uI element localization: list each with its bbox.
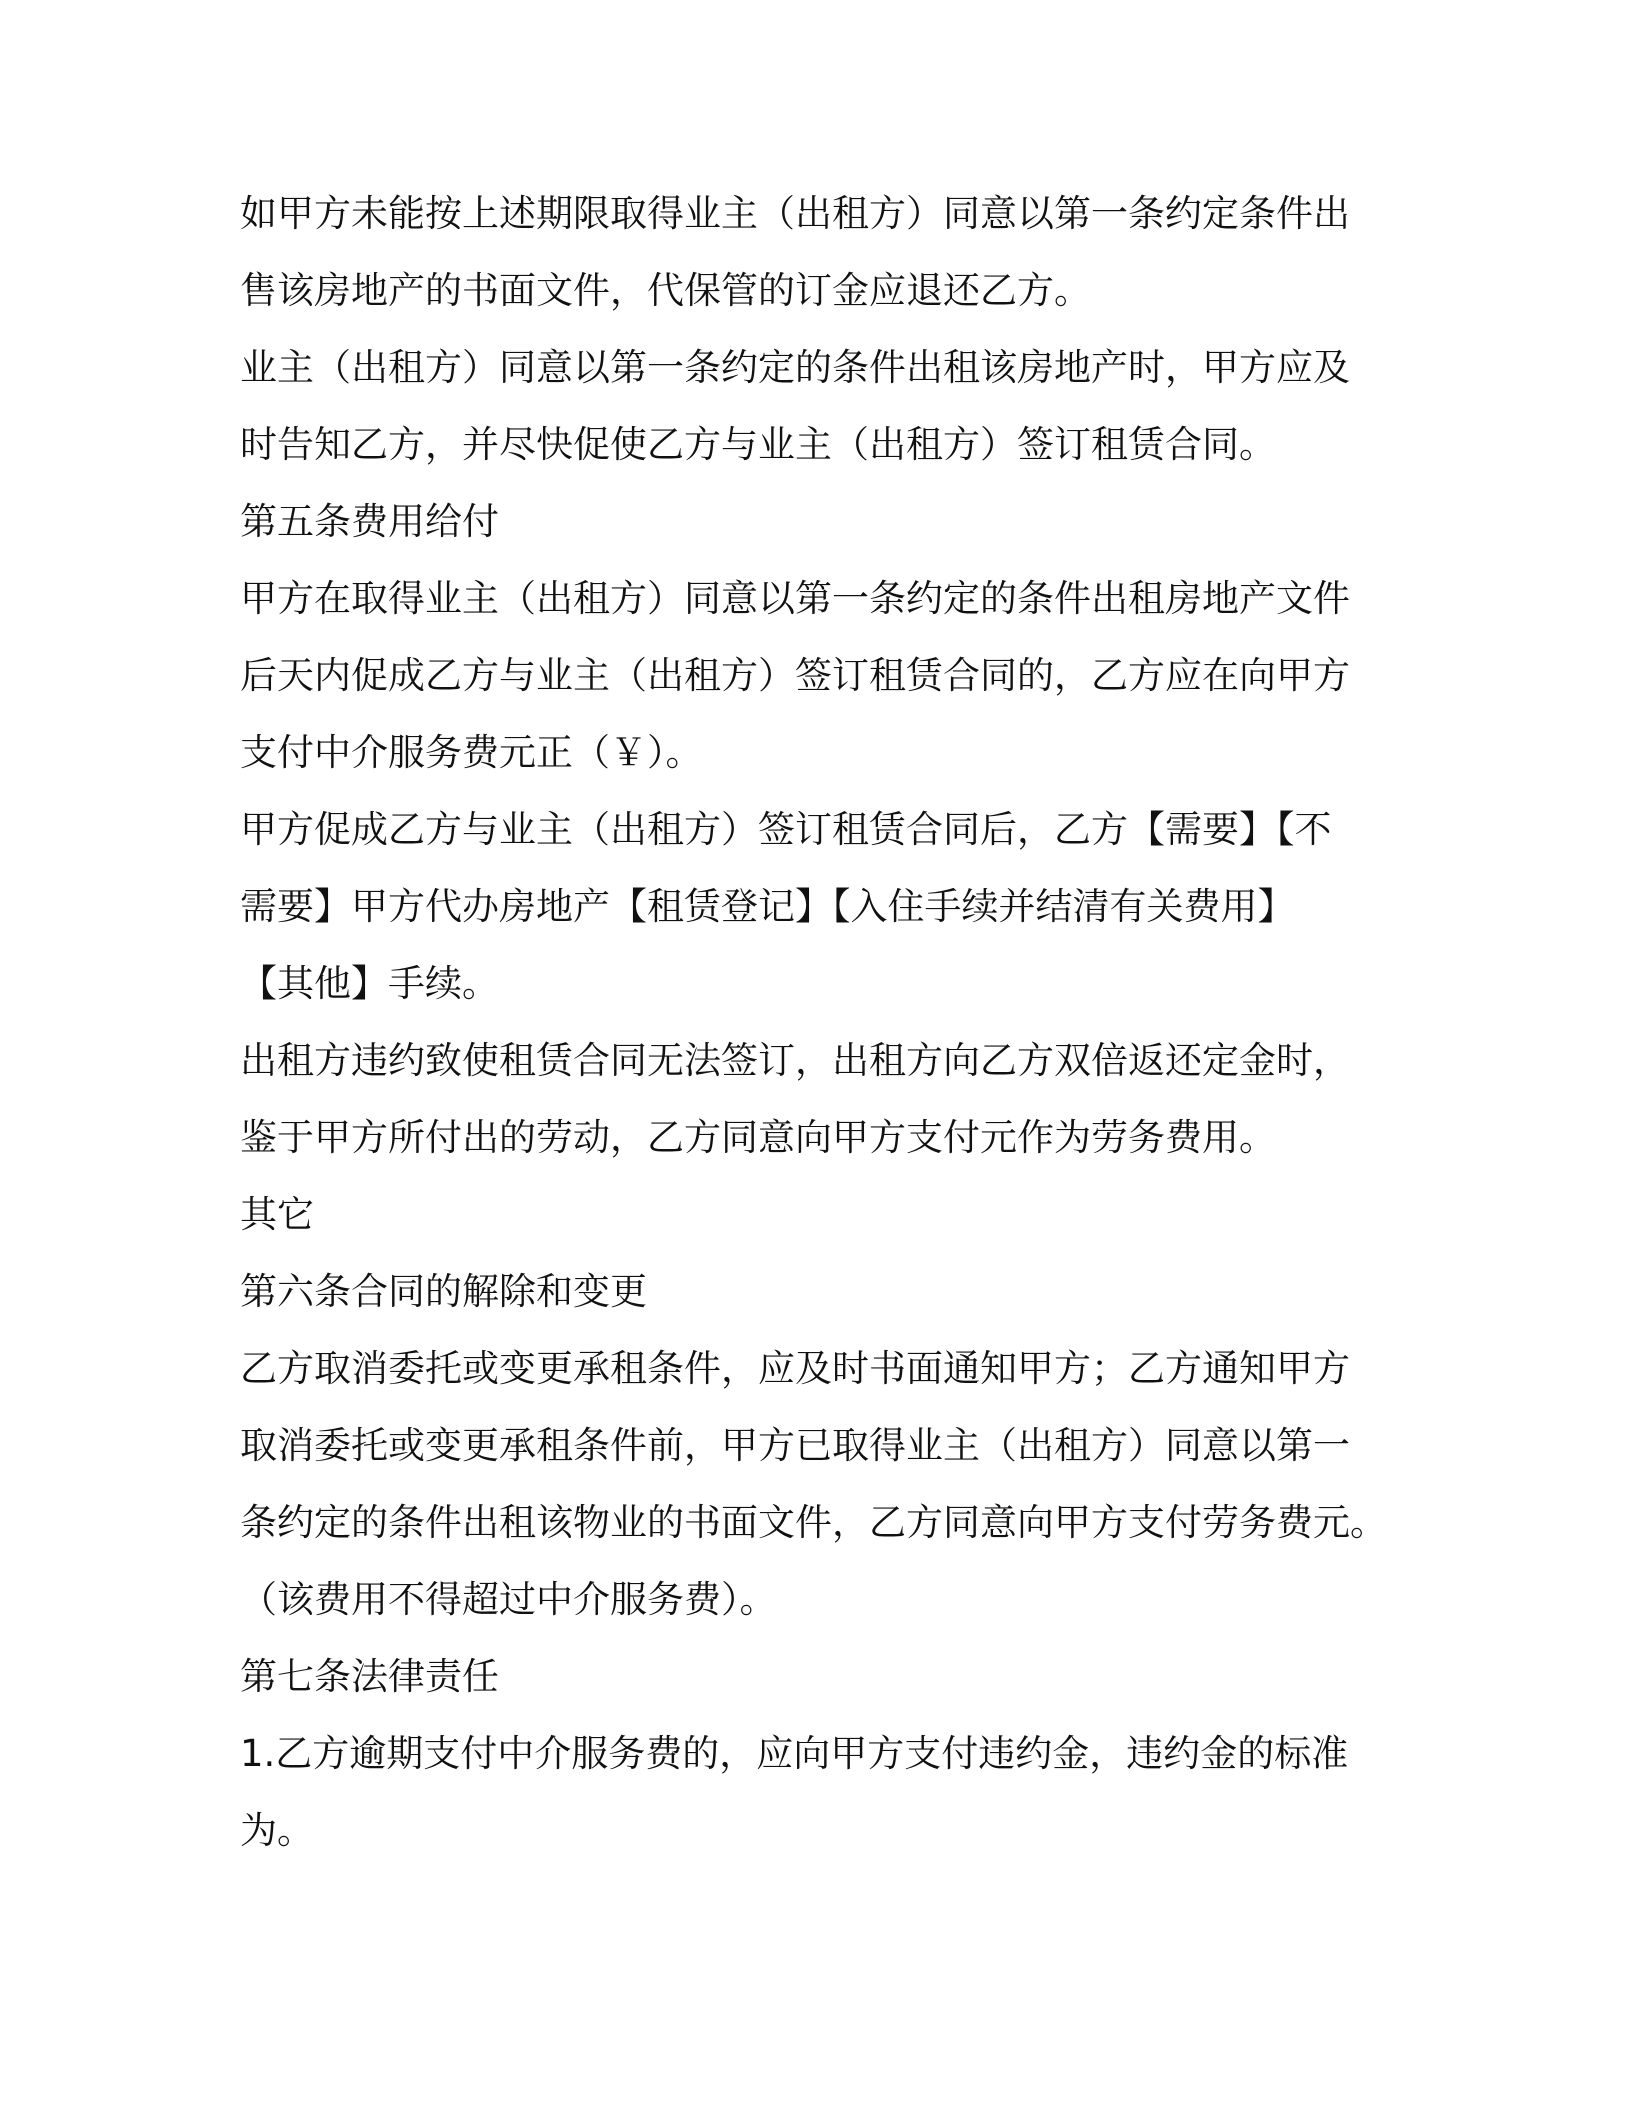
paragraph-line: 需要】甲方代办房地产【租赁登记】【入住手续并结清有关费用】 bbox=[240, 885, 1295, 928]
paragraph-line: 售该房地产的书面文件，代保管的订金应退还乙方。 bbox=[240, 269, 1091, 312]
paragraph-line: 【其他】手续。 bbox=[240, 962, 499, 1005]
paragraph-line: 出租方违约致使租赁合同无法签订，出租方向乙方双倍返还定金时， bbox=[240, 1039, 1350, 1082]
paragraph-line: 取消委托或变更承租条件前，甲方已取得业主（出租方）同意以第一 bbox=[240, 1424, 1350, 1467]
paragraph-line: 后天内促成乙方与业主（出租方）签订租赁合同的，乙方应在向甲方 bbox=[240, 654, 1350, 697]
section-heading: 第六条合同的解除和变更 bbox=[240, 1270, 647, 1313]
paragraph-line: 为。 bbox=[240, 1809, 314, 1852]
section-heading: 第七条法律责任 bbox=[240, 1655, 499, 1698]
paragraph-line: 鉴于甲方所付出的劳动，乙方同意向甲方支付元作为劳务费用。 bbox=[240, 1116, 1276, 1159]
paragraph-line: 如甲方未能按上述期限取得业主（出租方）同意以第一条约定条件出 bbox=[240, 192, 1350, 235]
paragraph-line: （该费用不得超过中介服务费）。 bbox=[240, 1578, 777, 1621]
paragraph-line: 业主（出租方）同意以第一条约定的条件出租该房地产时，甲方应及 bbox=[240, 346, 1350, 389]
paragraph-line: 甲方在取得业主（出租方）同意以第一条约定的条件出租房地产文件 bbox=[240, 577, 1350, 620]
paragraph-line: 甲方促成乙方与业主（出租方）签订租赁合同后，乙方【需要】【不 bbox=[240, 808, 1332, 851]
paragraph-line: 时告知乙方，并尽快促使乙方与业主（出租方）签订租赁合同。 bbox=[240, 423, 1276, 466]
document-page bbox=[240, 175, 1500, 1869]
paragraph-line: 1.乙方逾期支付中介服务费的，应向甲方支付违约金，违约金的标准 bbox=[240, 1732, 1349, 1775]
paragraph-line: 支付中介服务费元正（￥）。 bbox=[240, 731, 703, 774]
paragraph-line: 其它 bbox=[240, 1193, 314, 1236]
paragraph-line: 条约定的条件出租该物业的书面文件，乙方同意向甲方支付劳务费元。 bbox=[240, 1501, 1387, 1544]
paragraph-line: 乙方取消委托或变更承租条件，应及时书面通知甲方；乙方通知甲方 bbox=[240, 1347, 1350, 1390]
section-heading: 第五条费用给付 bbox=[240, 500, 499, 543]
